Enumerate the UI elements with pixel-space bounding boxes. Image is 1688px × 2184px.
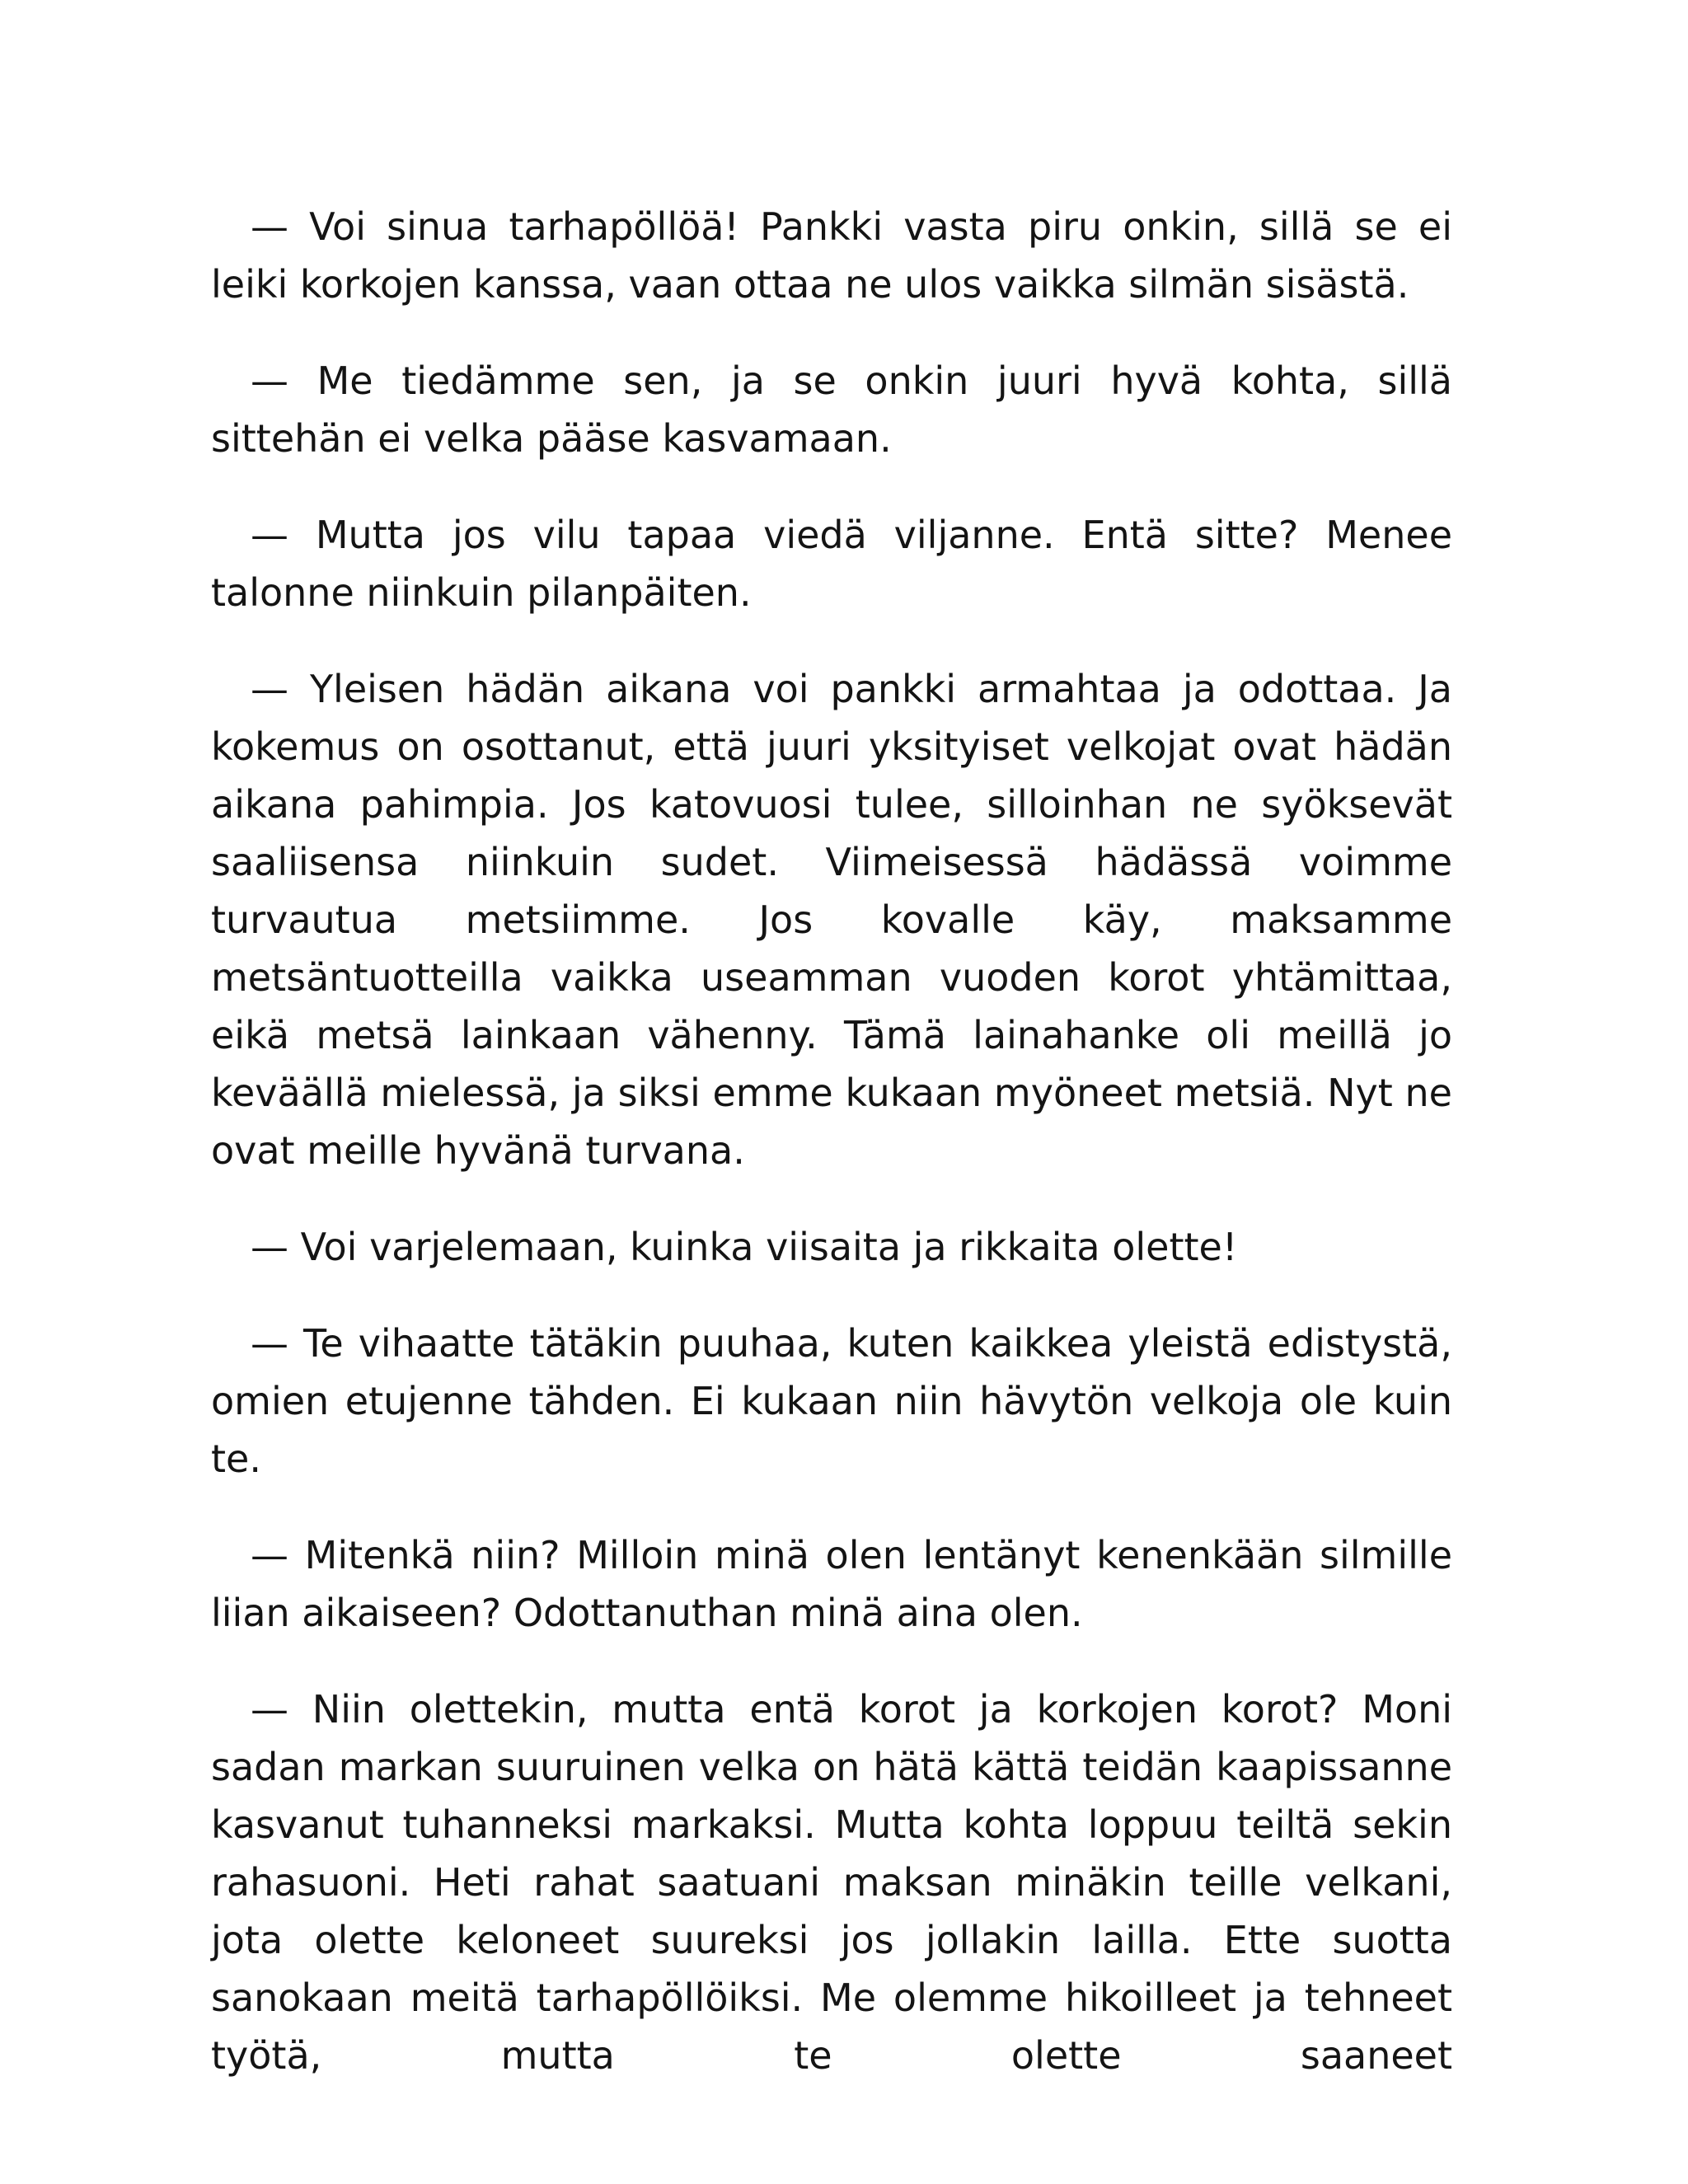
paragraph: — Me tiedämme sen, ja se onkin juuri hyvä kohta, sillä sittehän ei velka pääse kasvamaan.	[211, 359, 1452, 461]
paragraph: — Mitenkä niin? Milloin minä olen lentänyt kenenkään silmille liian aikaiseen? Odottanuthan minä aina olen.	[211, 1533, 1452, 1635]
paragraph: — Niin olettekin, mutta entä korot ja korkojen korot? Moni sadan markan suuruinen velka on hätä kättä teidän kaapissanne kasvanut tuhanneksi markaksi. Mutta kohta loppuu teiltä sekin rahasuoni. Heti rahat saatuani maksan minäkin teille velkani, jota olette keloneet suureksi jos jollakin lailla. Ette suotta sanokaan meitä tarhapöllöiksi. Me olemme hikoilleet ja tehneet työtä, mutta te olette saaneet	[211, 1687, 1452, 2078]
page-text	[211, 198, 1452, 2084]
paragraph: — Yleisen hädän aikana voi pankki armahtaa ja odottaa. Ja kokemus on osottanut, että juuri yksityiset velkojat ovat hädän aikana pahimpia. Jos katovuosi tulee, silloinhan ne syöksevät saaliisensa niinkuin sudet. Viimeisessä hädässä voimme turvautua metsiimme. Jos kovalle käy, maksamme metsäntuotteilla vaikka useamman vuoden korot yhtämittaa, eikä metsä lainkaan vähenny. Tämä lainahanke oli meillä jo keväällä mielessä, ja siksi emme kukaan myöneet metsiä. Nyt ne ovat meille hyvänä turvana.	[211, 667, 1452, 1173]
paragraph: — Voi sinua tarhapöllöä! Pankki vasta piru onkin, sillä se ei leiki korkojen kanssa, vaan ottaa ne ulos vaikka silmän sisästä.	[211, 204, 1452, 307]
paragraph: — Te vihaatte tätäkin puuhaa, kuten kaikkea yleistä edistystä, omien etujenne tähden. Ei kukaan niin hävytön velkoja ole kuin te.	[211, 1321, 1452, 1481]
paragraph: — Mutta jos vilu tapaa viedä viljanne. Entä sitte? Menee talonne niinkuin pilanpäiten.	[211, 513, 1452, 615]
paragraph: — Voi varjelemaan, kuinka viisaita ja rikkaita olette!	[251, 1225, 1238, 1269]
